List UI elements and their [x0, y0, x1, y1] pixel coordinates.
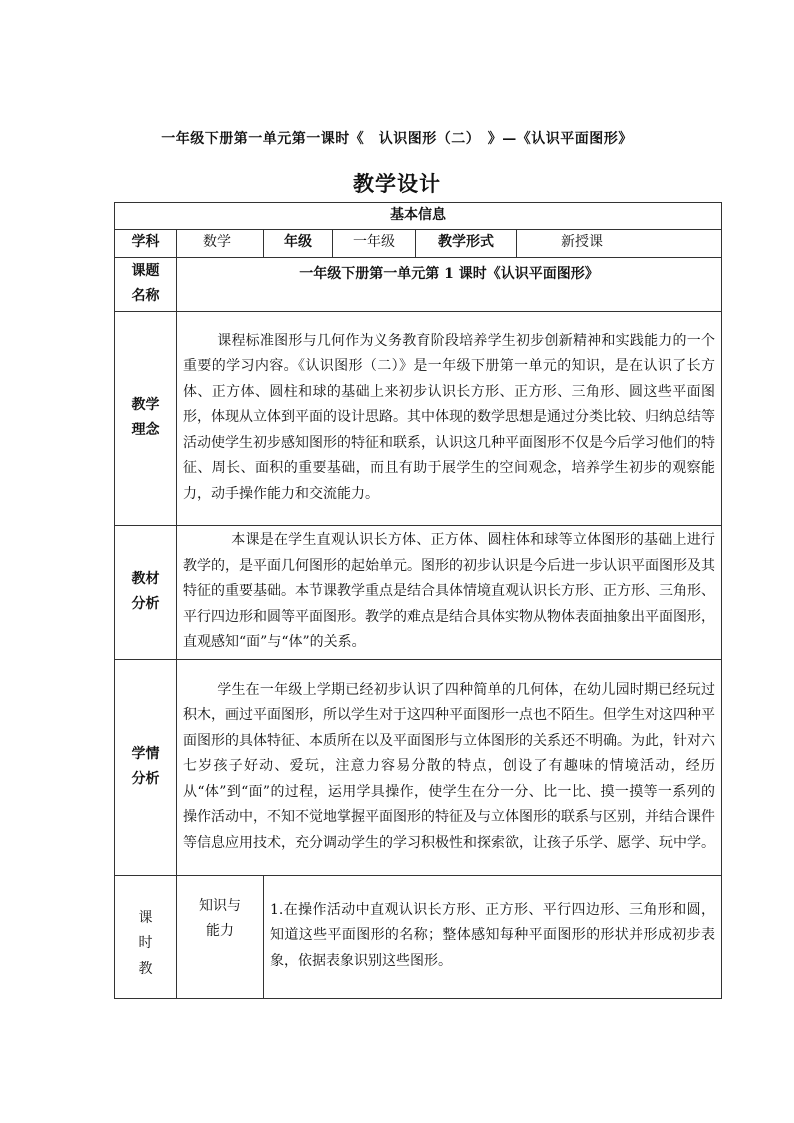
students-text: 学生在一年级上学期已经初步认识了四种简单的几何体，在幼儿园时期已经玩过积木，画过平面图形，所以学生对于这四种平面图形一点也不陌生。但学生对这四种平面图形的具体特征、本质所在以及平面图形与立体图形的关系还不明确。为此，针对六七岁孩子好动、爱玩，注意力容易分散的特点，创设了有趣味的情境活动，经历从“体”到“面”的过程，运用学具操作，使学生在分一分、比一比、摸一摸等一系列的操作活动中，不知不觉地掌握平面图形的特征及与立体图形的联系与区别，并结合课件等信息应用技术，充分调动学生的学习积极性和探索欲，让孩子乐学、愿学、玩中学。 — [183, 681, 715, 851]
knowledge-ability-label — [177, 875, 264, 999]
teaching-form-value: 新授课 — [517, 229, 722, 257]
topic-value: 一年级下册第一单元第 1 课时《认识平面图形》 — [177, 257, 722, 311]
lesson-design-table — [114, 202, 722, 999]
students-label-line2: 分析 — [131, 771, 160, 787]
grade-value: 一年级 — [333, 229, 416, 257]
objective-text-cell — [264, 875, 722, 999]
knowledge-ability-line2: 能力 — [206, 923, 234, 939]
philosophy-label — [115, 311, 177, 525]
objectives-label-char-2: 时 — [138, 935, 153, 951]
document-subtitle: 一年级下册第一单元第一课时《 认识图形（二） 》—《认识平面图形》 — [161, 131, 633, 147]
topic-label-line2: 名称 — [131, 288, 160, 304]
material-label — [115, 525, 177, 659]
grade-label: 年级 — [264, 229, 333, 257]
students-label-line1: 学情 — [131, 745, 160, 762]
objectives-label-char-1: 课 — [138, 909, 153, 926]
students-label — [115, 659, 177, 875]
topic-label-line1: 课题 — [131, 262, 160, 279]
philosophy-label-line1: 教学 — [131, 396, 160, 413]
objectives-label — [115, 875, 177, 999]
philosophy-text-cell — [177, 311, 722, 525]
objectives-label-char-3: 教 — [138, 960, 153, 977]
material-text: 本课是在学生直观认识长方体、正方体、圆柱体和球等立体图形的基础上进行教学的，是平面几何图形的起始单元。图形的初步认识是今后进一步认识平面图形及其特征的重要基础。本节课教学重点是结合具体情境直观认识长方形、正方形、三角形、平行四边形和圆等平面图形。教学的难点是结合具体实物从物体表面抽象出平面图形，直观感知“面”与“体”的关系。 — [183, 532, 715, 651]
subject-value: 数学 — [177, 229, 264, 257]
teaching-form-label: 教学形式 — [416, 229, 517, 257]
document-title: 教学设计 — [353, 171, 441, 196]
subject-label: 学科 — [115, 229, 177, 257]
philosophy-label-line2: 理念 — [131, 422, 160, 438]
philosophy-text: 课程标准图形与几何作为义务教育阶段培养学生初步创新精神和实践能力的一个重要的学习内容。《认识图形（二）》是一年级下册第一单元的知识，是在认识了长方体、正方体、圆柱和球的基础上来初步认识长方形、正方形、三角形、圆这些平面图形，体现从立体到平面的设计思路。其中体现的数学思想是通过分类比较、归纳总结等活动使学生初步感知图形的特征和联系，认识这几种平面图形不仅是今后学习他们的特征、周长、面积的重要基础，而且有助于展学生的空间观念，培养学生初步的观察能力，动手操作能力和交流能力。 — [183, 332, 715, 502]
basic-info-header: 基本信息 — [115, 203, 722, 230]
topic-label — [115, 257, 177, 311]
knowledge-ability-line1: 知识与 — [199, 897, 241, 914]
material-label-line2: 分析 — [131, 596, 160, 612]
students-text-cell — [177, 659, 722, 875]
material-text-cell — [177, 525, 722, 659]
material-label-line1: 教材 — [131, 570, 160, 587]
objective-text: 1.在操作活动中直观认识长方形、正方形、平行四边形、三角形和圆，知道这些平面图形的名称；整体感知每种平面图形的形状并形成初步表象，依据表象识别这些图形。 — [270, 901, 715, 969]
